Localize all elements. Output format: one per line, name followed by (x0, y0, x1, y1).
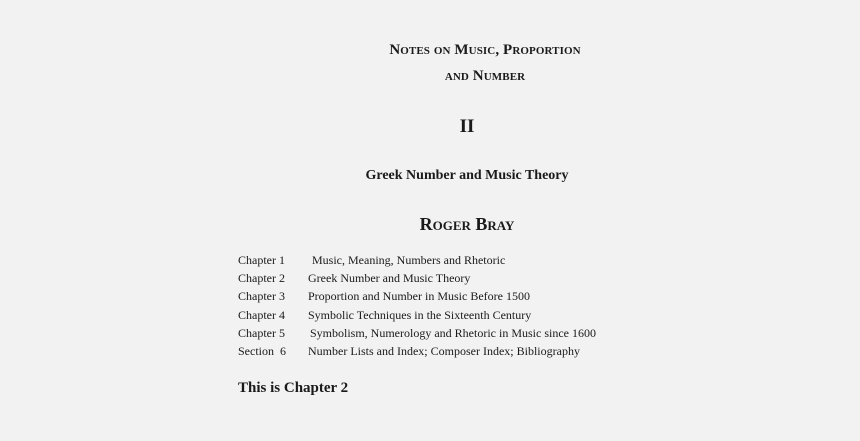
toc-text: Proportion and Number in Music Before 1500 (308, 289, 530, 304)
toc-label: Chapter 3 (238, 289, 285, 304)
title-line-1: Notes on Music, Proportion (389, 42, 581, 58)
toc-row (238, 342, 658, 360)
chapter-note: This is Chapter 2 (238, 380, 349, 396)
toc-text: Greek Number and Music Theory (308, 271, 471, 286)
toc-row (238, 287, 658, 305)
toc-row (238, 306, 658, 324)
table-of-contents (238, 251, 658, 360)
title-line-2: and Number (444, 68, 526, 84)
document-subtitle: Greek Number and Music Theory (365, 168, 569, 183)
volume-number: II (459, 116, 475, 137)
toc-row (238, 269, 658, 287)
toc-text: Number Lists and Index; Composer Index; Bibliography (308, 343, 580, 358)
toc-label: Chapter 4 (238, 307, 285, 322)
toc-label: Section 6 (238, 343, 286, 358)
toc-label: Chapter 5 (238, 325, 285, 340)
toc-label: Chapter 2 (238, 271, 285, 286)
toc-label: Chapter 1 (238, 253, 285, 267)
toc-text: Music, Meaning, Numbers and Rhetoric (312, 253, 506, 267)
toc-row (238, 251, 658, 269)
document-title (300, 37, 670, 89)
toc-text: Symbolic Techniques in the Sixteenth Century (308, 307, 532, 322)
author-name: Roger Bray (419, 214, 515, 234)
toc-text: Symbolism, Numerology and Rhetoric in Music since 1600 (310, 325, 596, 340)
toc-row (238, 324, 658, 342)
